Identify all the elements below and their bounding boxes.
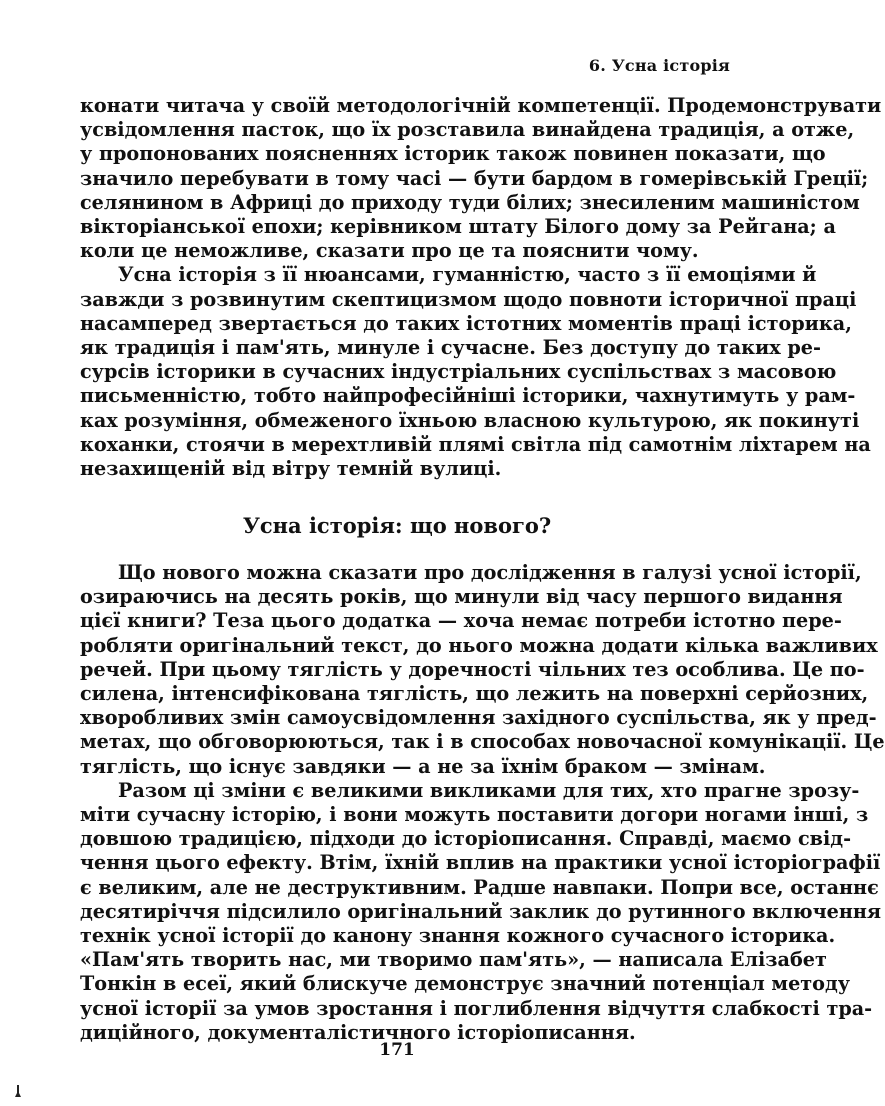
scan-mark-icon [14,1084,22,1098]
text-line: коли це неможливе, сказати про це та пояснити чому. [80,239,699,263]
text-line: Усна історія з її нюансами, гуманністю, часто з її емоціями й [118,263,817,287]
text-line: значило перебувати в тому часі — бути бардом в гомерівській Греції; [80,166,869,190]
text-line: хворобливих змін самоусвідомлення західного суспільства, як у пред- [80,706,877,730]
text-line: довшою традицією, підходи до історіописання. Справді, маємо свід- [80,827,852,851]
text-line: усвідомлення пасток, що їх розставила винайдена традиція, а отже, [80,118,855,142]
text-line: міти сучасну історію, і вони можуть поставити догори ногами інші, з [80,803,869,827]
text-line: завжди з розвинутим скептицизмом щодо повноти історичної праці [80,287,857,311]
page-number: 171 [379,1040,415,1060]
text-line: конати читача у своїй методологічній компетенції. Продемонструвати [80,94,882,117]
fourth-paragraph [80,778,882,1045]
text-line: десятиріччя підсилило оригінальний заклик до рутинного включення [80,899,882,923]
text-line: «Пам'ять творить нас, ми творимо пам'ять», — написала Елізабет [80,948,827,972]
text-line: Разом ці зміни є великими викликами для тих, хто прагне зрозу- [118,778,860,802]
text-line: робляти оригінальний текст, до нього можна додати кілька важливих [80,633,878,657]
text-line: ках розуміння, обмеженого їхньою власною культурою, як покинуті [80,408,860,432]
text-line: вікторіанської епохи; керівником штату Білого дому за Рейгана; а [80,215,836,239]
text-line: у пропонованих поясненнях історик також повинен показати, що [80,142,826,166]
text-line: силена, інтенсифікована тяглість, що лежить на поверхні серйозних, [80,682,869,706]
text-line: насамперед звертається до таких істотних моментів праці історика, [80,311,852,335]
section-heading: Усна історія: що нового? [242,513,552,538]
text-line: диційного, документалістичного історіописання. [80,1020,636,1044]
text-line: цієї книги? Теза цього додатка — хоча немає потреби істотно пере- [80,609,842,633]
text-line: тяглість, що існує завдяки — а не за їхнім браком — змінам. [80,754,766,778]
text-line: технік усної історії до канону знання кожного сучасного історика. [80,924,836,948]
bottom-text-block [80,561,885,1045]
text-line: чення цього ефекту. Втім, їхній вплив на практики усної історіографії [80,851,881,875]
text-line: усної історії за умов зростання і поглиблення відчуття слабкості тра- [80,996,873,1020]
text-line: селянином в Африці до приходу туди білих; знесиленим машиністом [80,190,860,214]
text-line: речей. При цьому тяглість у доречності чільних тез особлива. Це по- [80,657,865,681]
text-line: коханки, стоячи в мерехтливій плямі світла під самотнім ліхтарем на [80,432,871,456]
text-line: Тонкін в есеї, який блискуче демонструє значний потенціал методу [80,972,851,996]
text-line: озираючись на десять років, що минули від часу першого видання [80,585,843,609]
text-line: сурсів історики в сучасних індустріальних суспільствах з масовою [80,360,837,384]
intro-paragraph [80,94,882,263]
text-line: є великим, але не деструктивним. Радше навпаки. Попри все, останнє [80,875,879,899]
running-header: 6. Усна історія [588,56,730,75]
text-line: незахищеній від вітру темній вулиці. [80,457,502,481]
top-text-block [80,94,882,481]
text-line: як традиція і пам'ять, минуле і сучасне. Без доступу до таких ре- [80,336,821,360]
text-line: письменністю, тобто найпрофесійніші історики, чахнутимуть у рам- [80,384,856,408]
third-paragraph [80,561,885,779]
second-paragraph [80,263,871,481]
text-line: Що нового можна сказати про дослідження в галузі усної історії, [118,561,862,584]
text-line: метах, що обговорюються, так і в способах новочасної комунікації. Це [80,730,885,754]
